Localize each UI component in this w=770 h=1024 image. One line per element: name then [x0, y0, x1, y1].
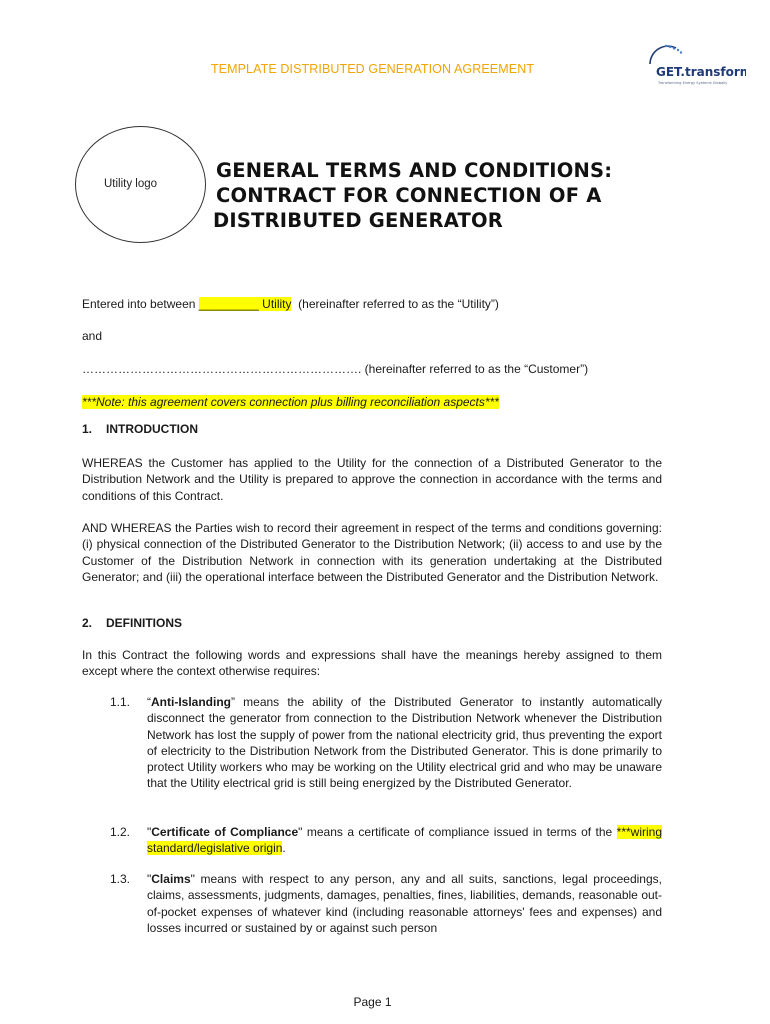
note-text: ***Note: this agreement covers connection plus billing reconciliation aspects***: [82, 395, 499, 409]
section-heading-definitions: [82, 616, 182, 630]
parties-utility-line: [82, 296, 662, 312]
definition-number: 1.3.: [110, 872, 131, 886]
logo-text: GET.transform: [656, 65, 746, 79]
definition-number: 1.2.: [110, 825, 131, 839]
document-header-title: TEMPLATE DISTRIBUTED GENERATION AGREEMENT: [210, 62, 535, 76]
introduction-paragraph-1: WHEREAS the Customer has applied to the Utility for the connection of a Distributed Generator to the Distribution Network and the Utility is prepared to approve the connection in accordance with the terms and conditions of this Contract.: [82, 456, 662, 503]
definitions-intro: In this Contract the following words and expressions shall have the meanings hereby assigned to them except where the context otherwise requires:: [82, 648, 662, 679]
definition-item: 1.3. "Claims" means with respect to any person, any and all suits, sanctions, legal proceedings, claims, assessments, judgments, damages, penalties, fines, liabilities, demands, reasonable out-of-pocket expenses of whatever kind (including reasonable attorneys' fees and expenses) and losses incurred or sustained by or against such person: [110, 872, 662, 935]
definition-text: means with respect to any person, any and all suits, sanctions, legal proceedings, claims, assessments, judgments, damages, penalties, fines, liabilities, demands, reasonable out-of-pocket expenses of whatever kind (including reasonable attorneys' fees and expenses) and losses incurred or sustained by or against such person: [147, 872, 662, 935]
introduction-paragraph-2: AND WHEREAS the Parties wish to record their agreement in respect of the terms and conditions governing: (i) physical connection of the Distributed Generator to the Distribution Network; (ii) access to and use by the Customer of the Distribution Network in connection with its generation undertaking at the Distributed Generator; and (iii) the operational interface between the Distributed Generator and the Distribution Network.: [82, 521, 662, 584]
section-title: DEFINITIONS: [106, 616, 183, 630]
section-number: 2.: [82, 616, 93, 630]
definition-term: Certificate of Compliance: [151, 825, 299, 839]
definition-text: means a certificate of compliance issued in terms of the: [302, 825, 617, 839]
page-number: Page 1: [353, 995, 392, 1009]
definition-highlight: ***wiring standard/legislative origin: [147, 825, 663, 856]
definition-item: 1.1. “Anti-Islanding” means the ability of the Distributed Generator to instantly automatically disconnect the generator from connection to the Distribution Network whenever the Distribution Network has lost the supply of power from the national electricity grid, thus preventing the export of electricity to the Distribution Network from the Distributed Generator. This is done primarily to protect Utility workers who may be working on the Utility electrical grid and who may be unaware that the Utility electrical grid is still being energized by the Distributed Generator.: [110, 695, 662, 791]
section-title: INTRODUCTION: [106, 422, 198, 436]
get-transform-logo: [636, 40, 746, 92]
title-line-1: GENERAL TERMS AND CONDITIONS:: [216, 159, 613, 182]
utility-blank: _________ Utility: [198, 297, 292, 311]
section-heading-introduction: [82, 422, 198, 436]
title-line-3: DISTRIBUTED GENERATOR: [213, 209, 504, 232]
parties-and: and: [82, 329, 103, 343]
definition-number: 1.1.: [110, 695, 131, 709]
title-line-2: CONTRACT FOR CONNECTION OF A: [216, 184, 602, 207]
agreement-note: [82, 394, 662, 410]
definition-text: means the ability of the Distributed Generator to instantly automatically disconnect the generator from connection to the Distribution Network whenever the Distribution Network has lost the supply of power from the national electricity grid, thus preventing the export of electricity to the Distribution Network from the Distributed Generator. This is done primarily to protect Utility workers who may be working on the Utility electrical grid and who may be unaware that the Utility electrical grid is still being energized by the Distributed Generator.: [147, 695, 662, 791]
definition-term: Claims: [151, 872, 191, 886]
parties-customer-line: ……………………………………………………………. (hereinafter referred to as the “Customer”): [82, 362, 589, 376]
entered-prefix: Entered into between: [82, 297, 199, 311]
utility-logo-placeholder: [75, 126, 206, 243]
logo-graphic: [636, 40, 746, 92]
utility-suffix: (hereinafter referred to as the “Utility”): [291, 297, 499, 311]
section-number: 1.: [82, 422, 93, 436]
definition-term: Anti-Islanding: [151, 695, 231, 709]
document-title: [213, 158, 656, 233]
utility-logo-label: Utility logo: [104, 178, 158, 190]
definition-item: 1.2. "Certificate of Compliance" means a certificate of compliance issued in terms of the ***wiring standard/legislative origin.: [110, 825, 663, 856]
logo-subtext: Transforming Energy Systems Globally: [658, 81, 728, 85]
